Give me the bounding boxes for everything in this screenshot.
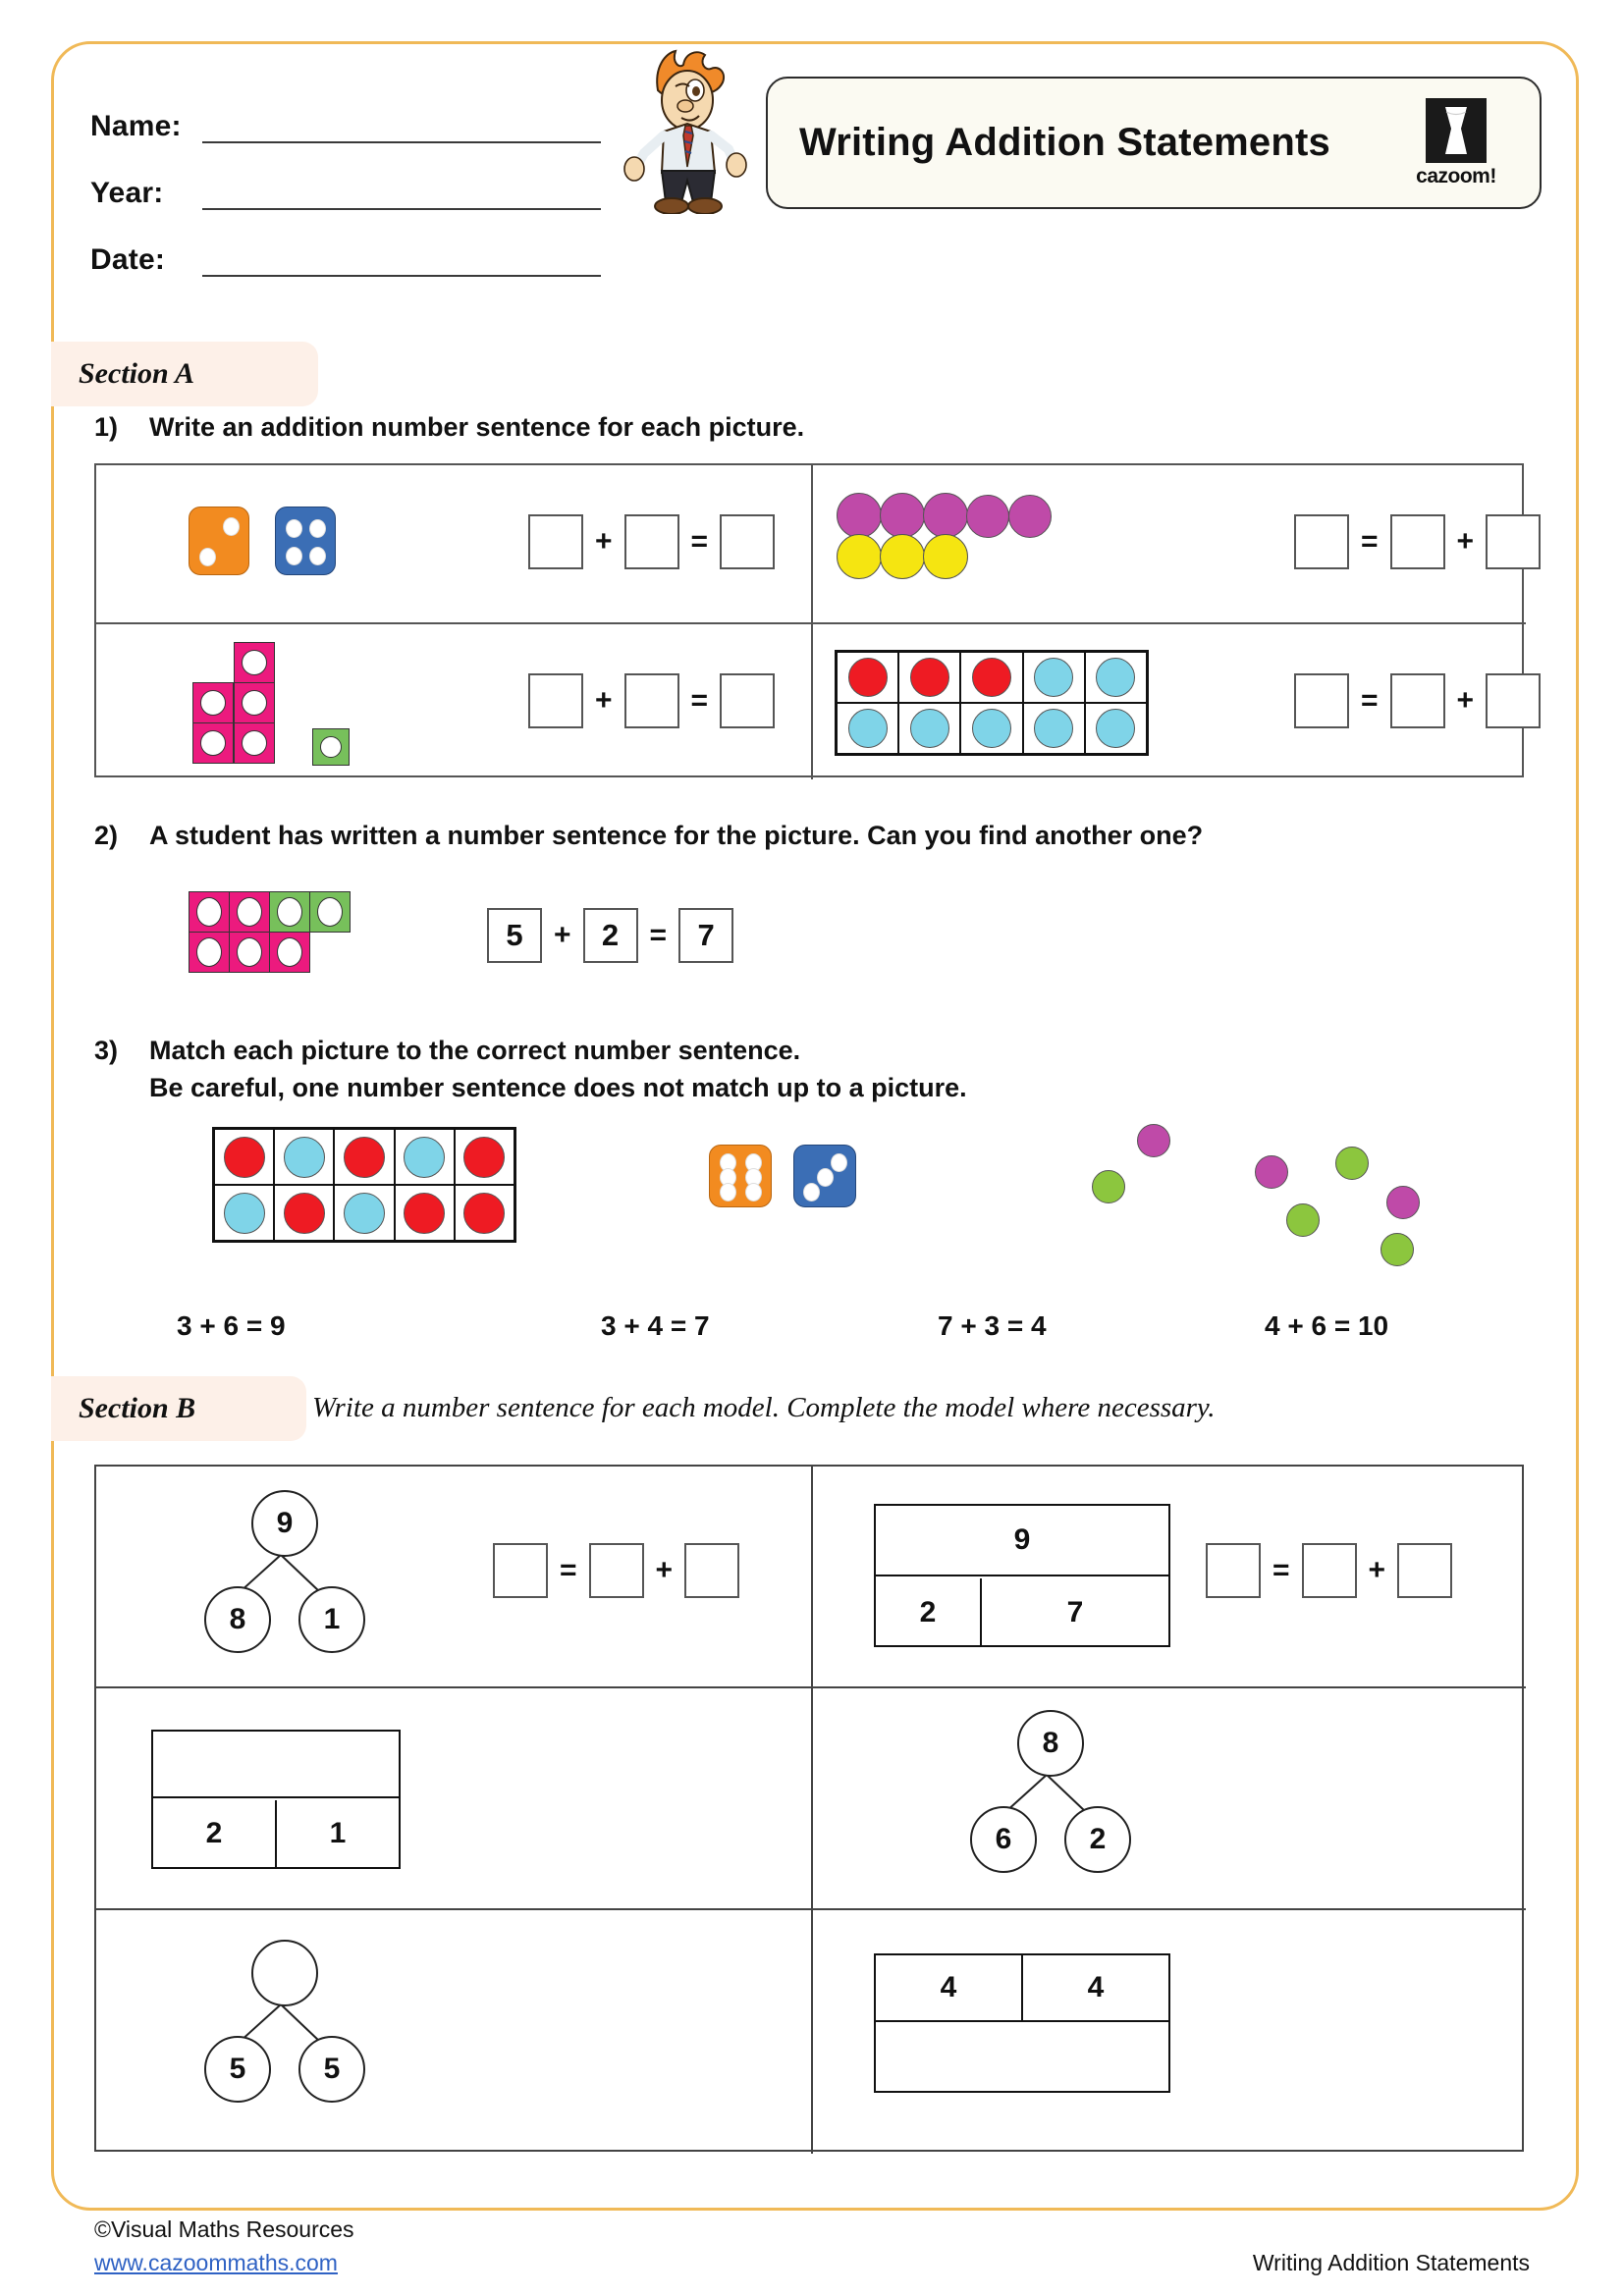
q1-picture-table (94, 463, 1524, 777)
tenframe-cell (837, 703, 898, 754)
counter-row-yellow (837, 534, 1052, 579)
equals-operator: = (560, 1554, 577, 1586)
numicon-cell (234, 682, 275, 723)
bar-model-whole-blank (151, 1730, 401, 1869)
plus-operator: + (554, 919, 571, 951)
answer-box[interactable] (1390, 514, 1445, 569)
name-label: Name: (90, 110, 182, 142)
tenframe-cell (960, 652, 1022, 703)
counter-purple (1255, 1155, 1288, 1189)
equals-operator: = (649, 919, 668, 951)
bar-whole: 9 (876, 1506, 1168, 1576)
sb-sentence-2 (1206, 1543, 1452, 1598)
name-field-row (90, 98, 601, 143)
tenframe-cell (455, 1185, 514, 1241)
counter-yellow (880, 534, 925, 579)
section-b-description: Write a number sentence for each model. Complete the model where necessary. (312, 1392, 1216, 1423)
answer-box[interactable] (720, 514, 775, 569)
q3-ten-frame (212, 1127, 516, 1243)
plus-operator: + (1368, 1554, 1386, 1586)
mascot-illustration (601, 47, 758, 214)
answer-box[interactable] (624, 514, 679, 569)
answer-box[interactable] (720, 673, 775, 728)
answer-box[interactable] (589, 1543, 644, 1598)
section-b-bar (51, 1376, 306, 1441)
q2-addend-2: 2 (583, 908, 638, 963)
page-title: Writing Addition Statements (799, 120, 1330, 164)
q2-number: 2) (94, 821, 119, 850)
bar-part-2: 7 (1066, 1596, 1084, 1629)
bar-part-2: 1 (329, 1817, 347, 1849)
tenframe-cell (898, 652, 960, 703)
tenframe-cell (898, 703, 960, 754)
bar-whole-blank[interactable] (876, 2024, 1168, 2091)
die-blue-four (275, 507, 336, 575)
numicon-cell (192, 722, 234, 764)
q1-cell-tenframe (813, 624, 1528, 781)
q3-sentence-4[interactable]: 4 + 6 = 10 (1265, 1310, 1389, 1341)
tenframe-cell (395, 1185, 455, 1241)
section-a-bar (51, 342, 318, 406)
tenframe-cell (1085, 652, 1147, 703)
sb-sentence-1 (493, 1543, 739, 1598)
q1-cell-numicon (96, 624, 811, 781)
bar-part-2: 4 (1023, 1955, 1168, 2022)
numicon-cell-green (269, 891, 310, 933)
numicon-cell (189, 932, 230, 973)
equals-operator: = (1361, 684, 1379, 717)
equals-operator: = (690, 525, 709, 558)
q3-text-line2: Be careful, one number sentence does not match up to a picture. (149, 1073, 967, 1102)
numicon-cell (192, 682, 234, 723)
logo-wordmark: cazoom! (1416, 164, 1496, 187)
hourglass-glyph (1439, 105, 1473, 156)
section-b-table (94, 1465, 1524, 2152)
tenframe-cell (1023, 652, 1085, 703)
counter-green (1380, 1233, 1414, 1266)
q2-sum: 7 (678, 908, 733, 963)
answer-box[interactable] (624, 673, 679, 728)
sb-cell-2 (813, 1467, 1526, 1686)
sb-cell-6 (813, 1910, 1526, 2152)
tenframe-cell (455, 1129, 514, 1185)
sb-cell-1 (96, 1467, 811, 1686)
plus-operator: + (1456, 525, 1475, 558)
name-input-line[interactable] (202, 112, 601, 143)
counter-row-purple (837, 493, 1052, 538)
plus-operator: + (595, 525, 613, 558)
part-whole-part-2: 5 (298, 2036, 365, 2103)
equals-operator: = (1272, 1554, 1290, 1586)
answer-box[interactable] (493, 1543, 548, 1598)
counter-yellow (923, 534, 968, 579)
counter-purple (880, 493, 925, 538)
q1-sentence-4 (1294, 673, 1541, 728)
counter-green (1286, 1203, 1320, 1237)
tenframe-cell (1085, 703, 1147, 754)
equals-operator: = (1361, 525, 1379, 558)
tenframe-cell (214, 1185, 274, 1241)
worksheet-title-box (766, 77, 1542, 209)
tenframe-cell (274, 1129, 334, 1185)
part-whole-part-2: 2 (1064, 1806, 1131, 1873)
answer-box[interactable] (1397, 1543, 1452, 1598)
answer-box[interactable] (528, 673, 583, 728)
tenframe-cell (334, 1185, 394, 1241)
cazoom-logo (1398, 92, 1514, 194)
q3-sentence-3[interactable]: 7 + 3 = 4 (938, 1310, 1047, 1341)
numicon-one-shape (312, 728, 350, 766)
q3-text-line1: Match each picture to the correct number sentence. (149, 1036, 801, 1065)
part-whole-part-1: 8 (204, 1586, 271, 1653)
part-whole-whole: 8 (1017, 1710, 1084, 1777)
year-label: Year: (90, 177, 164, 209)
hourglass-icon (1426, 98, 1487, 163)
counter-purple (923, 493, 968, 538)
q1-number: 1) (94, 412, 119, 442)
answer-box[interactable] (1390, 673, 1445, 728)
q3-sentence-1[interactable]: 3 + 6 = 9 (177, 1310, 286, 1341)
footer-website-link[interactable]: www.cazoommaths.com (94, 2250, 338, 2275)
part-whole-whole: 9 (251, 1490, 318, 1557)
ten-frame (835, 650, 1149, 756)
sb-cell-5 (96, 1910, 811, 2152)
answer-box[interactable] (1486, 673, 1541, 728)
q3-scattered-counters (1100, 1109, 1434, 1266)
bar-whole-blank[interactable] (153, 1732, 399, 1798)
sb-cell-3 (96, 1688, 811, 1908)
q2-number-sentence (487, 908, 733, 963)
numicon-cell (229, 932, 270, 973)
numicon-cell (234, 642, 275, 683)
part-whole-part-1: 5 (204, 2036, 271, 2103)
q1-text: Write an addition number sentence for each picture. (149, 412, 805, 442)
answer-box[interactable] (528, 514, 583, 569)
counter-purple (966, 495, 1009, 538)
footer-copyright: ©Visual Maths Resources (94, 2216, 354, 2242)
answer-box[interactable] (1294, 514, 1349, 569)
answer-box[interactable] (684, 1543, 739, 1598)
q3-sentence-2[interactable]: 3 + 4 = 7 (601, 1310, 710, 1341)
date-field-row (90, 232, 601, 277)
numicon-five-shape (192, 642, 389, 764)
sb-cell-4 (813, 1688, 1526, 1908)
tenframe-cell (1023, 703, 1085, 754)
q1-cell-counters (813, 465, 1528, 622)
counter-purple (1008, 495, 1052, 538)
equals-operator: = (690, 684, 709, 717)
answer-box[interactable] (1206, 1543, 1261, 1598)
bar-part-1: 2 (919, 1596, 937, 1629)
plus-operator: + (1456, 684, 1475, 717)
part-whole-part-2: 1 (298, 1586, 365, 1653)
q3-dice-group (709, 1145, 856, 1207)
numicon-cell (229, 891, 270, 933)
die-orange-two (189, 507, 249, 575)
q1-sentence-1 (528, 514, 775, 569)
die-orange-six (709, 1145, 772, 1207)
counter-group-purple-yellow (837, 493, 1052, 579)
numicon-cell-green (309, 891, 351, 933)
section-b-label: Section B (79, 1392, 196, 1424)
tenframe-cell (214, 1129, 274, 1185)
tenframe-cell (334, 1129, 394, 1185)
numicon-cell (269, 932, 310, 973)
part-whole-part-1: 6 (970, 1806, 1037, 1873)
date-label: Date: (90, 243, 166, 276)
bar-model-whole-known (874, 1504, 1170, 1647)
part-whole-whole-blank[interactable] (251, 1940, 318, 2006)
counter-green (1092, 1170, 1125, 1203)
counter-purple (1137, 1124, 1170, 1157)
counter-purple (837, 493, 882, 538)
tenframe-cell (837, 652, 898, 703)
tenframe-cell (960, 703, 1022, 754)
counter-yellow (837, 534, 882, 579)
date-input-line[interactable] (202, 245, 601, 277)
numicon-cell (234, 722, 275, 764)
q1-sentence-2 (1294, 514, 1541, 569)
section-a-label: Section A (79, 357, 195, 390)
q2-numicon-seven (189, 891, 365, 999)
tenframe-cell (395, 1129, 455, 1185)
q2-text: A student has written a number sentence for the picture. Can you find another one? (149, 821, 1204, 850)
bar-part-1: 2 (205, 1817, 223, 1849)
numicon-cell (189, 891, 230, 933)
student-info-fields (90, 98, 601, 298)
tenframe-cell (274, 1185, 334, 1241)
q2-addend-1: 5 (487, 908, 542, 963)
die-blue-three (793, 1145, 856, 1207)
year-field-row (90, 165, 601, 210)
bar-model-parts-known (874, 1953, 1170, 2093)
answer-box[interactable] (1486, 514, 1541, 569)
answer-box[interactable] (1302, 1543, 1357, 1598)
counter-purple (1386, 1186, 1420, 1219)
bar-part-1: 4 (876, 1955, 1021, 2022)
year-input-line[interactable] (202, 179, 601, 210)
q3-number: 3) (94, 1036, 119, 1065)
footer-doc-title: Writing Addition Statements (1252, 2250, 1530, 2275)
plus-operator: + (595, 684, 613, 717)
q1-sentence-3 (528, 673, 775, 728)
q1-cell-dice (96, 465, 811, 622)
answer-box[interactable] (1294, 673, 1349, 728)
dice-group (189, 507, 336, 575)
plus-operator: + (655, 1554, 674, 1586)
counter-green (1335, 1147, 1369, 1180)
